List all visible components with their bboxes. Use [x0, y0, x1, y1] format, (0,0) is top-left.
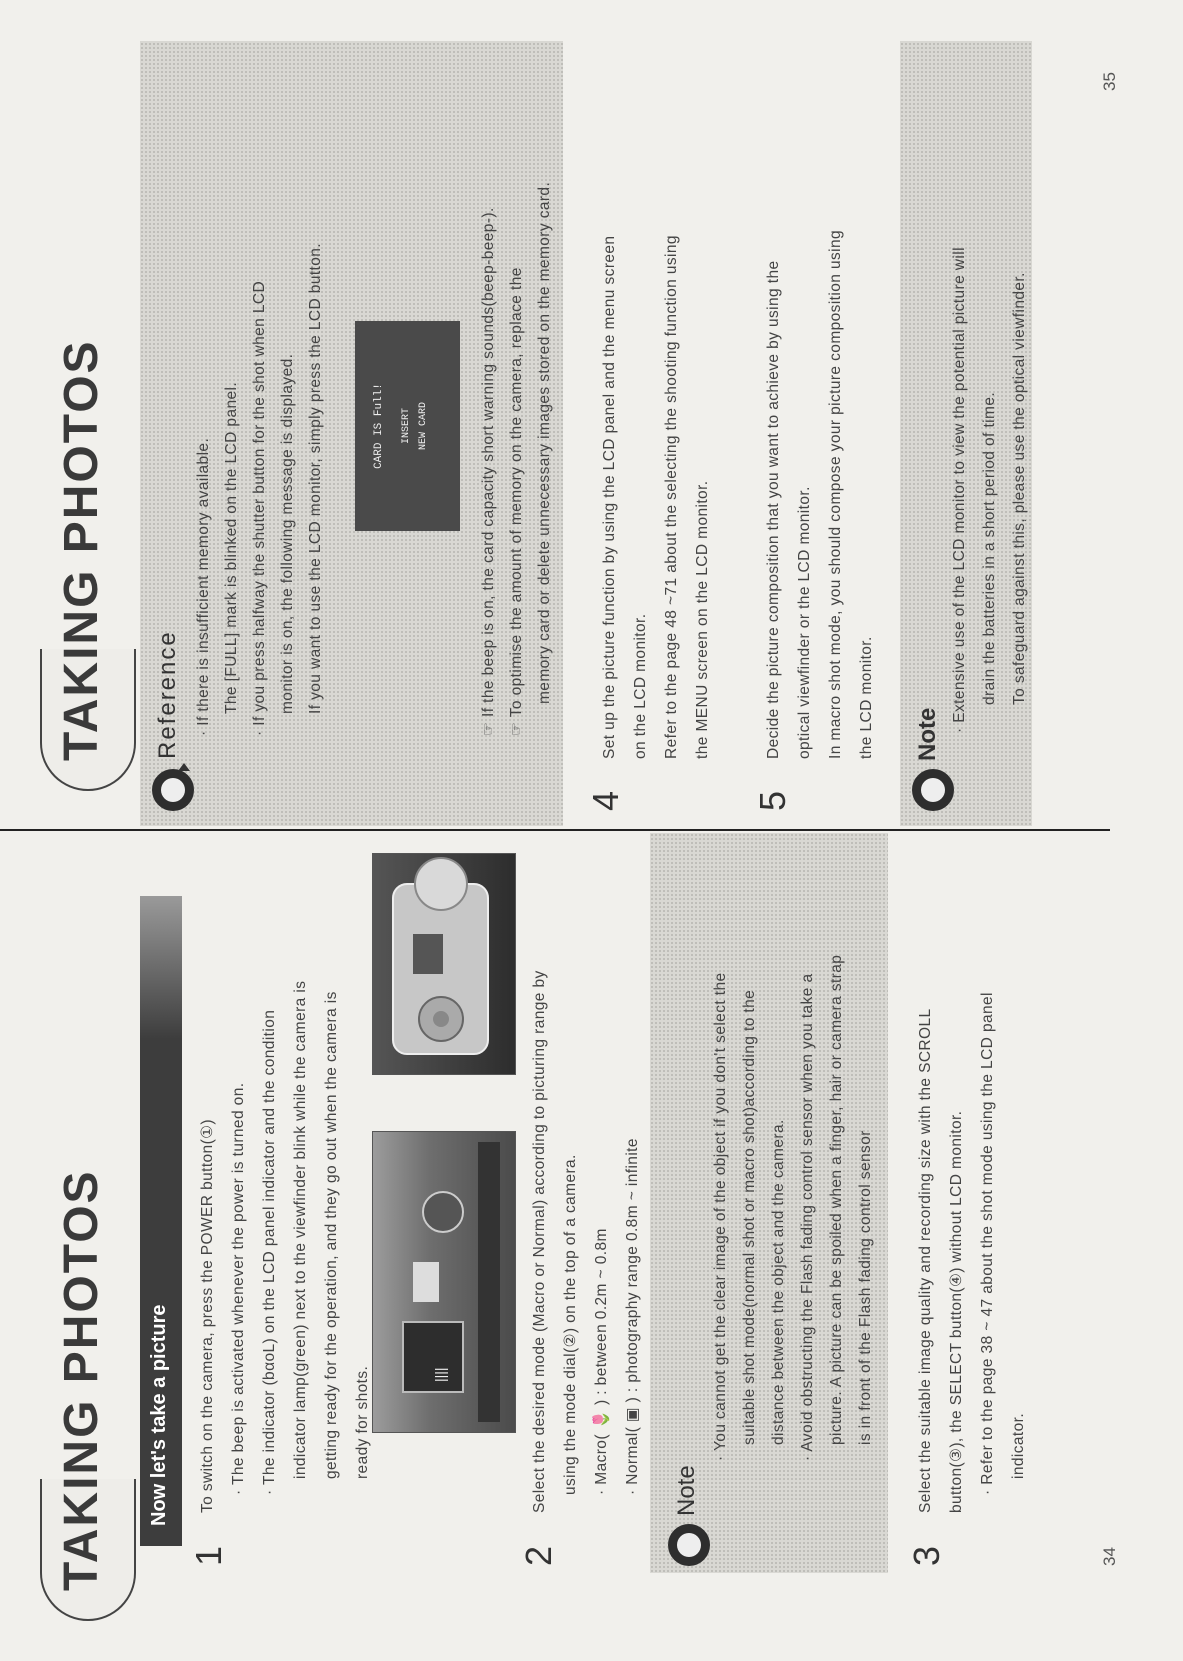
lcd-card-full-message: [355, 321, 460, 531]
left-header-title: TAKING PHOTOS: [55, 1169, 108, 1591]
step-2-text: [524, 970, 648, 1513]
step-5-number: 5: [752, 790, 793, 811]
text-line: indicator lamp(green) next to the viewfinder blink while the camera is: [292, 980, 309, 1479]
camera-back-photo: [372, 1131, 516, 1433]
text-line: the LCD monitor.: [858, 636, 875, 759]
tip-line: ☞ To optimise the amount of memory on the camera, replace the: [508, 267, 525, 736]
text-line: · If you press halfway the shutter button for the shot when LCD: [251, 280, 268, 736]
left-page-number: 34: [1100, 1547, 1119, 1566]
camera-back-illustration: [373, 1132, 515, 1432]
text-line: the MENU screen on the LCD monitor.: [694, 480, 711, 759]
text-line: Refer to the page 48 ~71 about the selecting the shooting function using: [663, 235, 680, 759]
text-line: · The indicator (bαoL) on the LCD panel indicator and the condition: [261, 1009, 278, 1495]
text-line: using the mode dial(②) on the top of a camera.: [562, 1154, 579, 1495]
note-face-icon: [668, 1524, 710, 1566]
step-4-number: 4: [585, 790, 626, 811]
text-line: If you want to use the LCD monitor, simply press the LCD button.: [307, 242, 324, 714]
step-4-text: [594, 235, 718, 759]
text-line: · Normal( ▣ ) : photography range 0.8m ~ infinite: [624, 1138, 641, 1495]
right-header-title: TAKING PHOTOS: [55, 339, 108, 761]
left-page: [0, 831, 1183, 1661]
text-line: To switch on the camera, press the POWER button(①): [199, 1119, 216, 1513]
pointer-arrow-icon: [178, 763, 190, 771]
reference-face-icon: [152, 769, 194, 811]
text-line: button(③), the SELECT button(④) without LCD monitor.: [948, 1110, 965, 1513]
lcd-line: INSERT: [401, 408, 412, 445]
text-line: drain the batteries in a short period of time.: [981, 391, 998, 705]
step-3-text: [910, 992, 1034, 1513]
text-line: To safeguard against this, please use the optical viewfinder.: [1011, 272, 1028, 705]
step-2-number: 2: [518, 1545, 559, 1566]
text-line: ready for shots.: [354, 1365, 371, 1479]
left-note-title: Note: [673, 1465, 700, 1516]
text-line: · Extensive use of the LCD monitor to view the potential picture will: [951, 247, 968, 733]
text-line: · The beep is activated whenever the power is turned on.: [230, 1082, 247, 1495]
text-line: monitor is on, the following message is displayed.: [279, 353, 296, 714]
text-line: · If there is insufficient memory available.: [195, 437, 212, 736]
tip-line: ☞ If the beep is on, the card capacity short warning sounds(beep-beep-).: [480, 207, 497, 736]
tip-line: memory card or delete unnecessary images stored on the memory card.: [536, 181, 553, 704]
text-line: The [FULL] mark is blinked on the LCD panel.: [223, 381, 240, 714]
text-line: suitable shot mode(normal shot or macro shot)according to the: [741, 989, 758, 1445]
section-title: Now let's take a picture: [148, 1304, 170, 1526]
step-3-number: 3: [906, 1545, 947, 1566]
text-line: · Macro( 🌷 ) : between 0.2m ~ 0.8m: [593, 1228, 610, 1495]
left-note-text: [706, 955, 880, 1461]
step-5-text: [758, 230, 882, 759]
text-line: · Avoid obstructing the Flash fading control sensor when you take a: [799, 973, 816, 1461]
camera-top-photo: [372, 853, 516, 1075]
text-line: Decide the picture composition that you want to achieve by using the: [765, 260, 782, 759]
text-line: Select the suitable image quality and recording size with the SCROLL: [917, 1008, 934, 1513]
reference-text: [190, 243, 330, 736]
text-line: on the LCD monitor.: [632, 613, 649, 759]
text-line: picture. A picture can be spoiled when a finger, hair or camera strap: [828, 954, 845, 1445]
lcd-line: NEW CARD: [418, 402, 429, 451]
reference-title: Reference: [154, 630, 181, 759]
reference-tips: [475, 182, 559, 736]
right-note-text: [945, 247, 1035, 733]
lcd-line: CARD IS Full!: [373, 383, 385, 469]
step-1-text: [192, 981, 378, 1513]
right-header: [40, 339, 132, 791]
step-1-number: 1: [188, 1545, 229, 1566]
text-line: getting ready for the operation, and they go out when the camera is: [323, 991, 340, 1479]
text-line: In macro shot mode, you should compose your picture composition using: [827, 229, 844, 759]
camera-top-illustration: [373, 854, 515, 1074]
text-line: optical viewfinder or the LCD monitor.: [796, 486, 813, 759]
text-line: · Refer to the page 38 ~ 47 about the shot mode using the LCD panel: [979, 992, 996, 1495]
note-face-icon: [912, 769, 954, 811]
text-line: Set up the picture function by using the LCD panel and the menu screen: [601, 235, 618, 759]
text-line: is in front of the Flash fading control sensor: [857, 1130, 874, 1445]
svg-text:||||: ||||: [432, 1367, 448, 1382]
text-line: indicator.: [1010, 1412, 1027, 1479]
text-line: distance between the object and the camera.: [770, 1119, 787, 1445]
right-note-title: Note: [914, 707, 941, 761]
left-header: [40, 1169, 132, 1621]
right-page-number: 35: [1100, 72, 1119, 91]
text-line: · You cannot get the clear image of the object if you don't select the: [712, 972, 729, 1461]
text-line: Select the desired mode (Macro or Normal) according to picturing range by: [531, 970, 548, 1513]
